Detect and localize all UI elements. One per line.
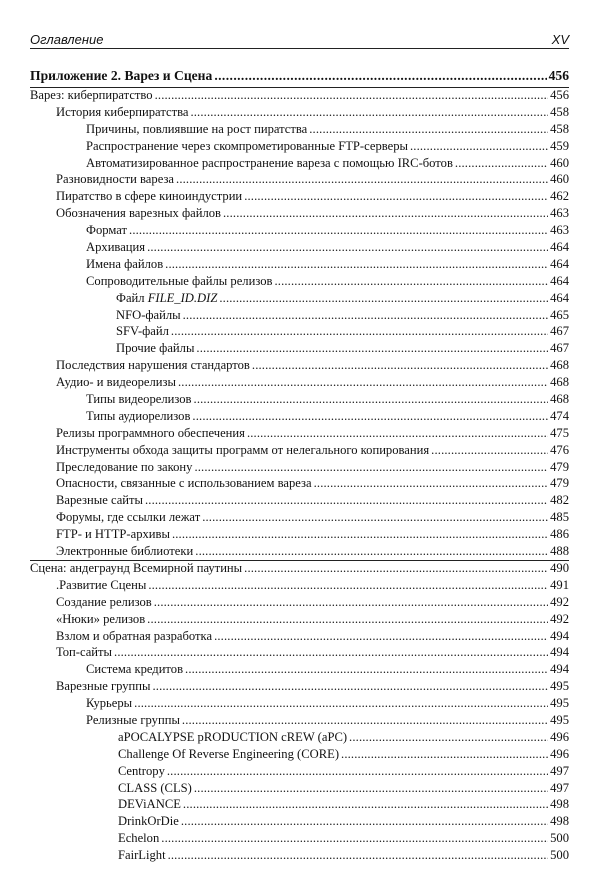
toc-entry-page: 479 — [550, 459, 569, 474]
toc-entry-title: Причины, повлиявшие на рост пиратства — [86, 121, 308, 136]
toc-entry-title: DrinkOrDie — [118, 814, 179, 829]
toc-entry-page: 500 — [550, 848, 569, 863]
toc-entry[interactable] — [30, 526, 569, 543]
dot-leader — [196, 340, 548, 357]
toc-entry-page: 495 — [550, 679, 569, 694]
toc-entry-page: 467 — [550, 341, 569, 356]
toc-entry-title: Архивация — [86, 240, 146, 255]
toc-entry-page: 492 — [550, 594, 569, 609]
header-page-number: XV — [551, 32, 569, 47]
toc-entry[interactable] — [30, 475, 569, 492]
toc-entry-page: 464 — [550, 240, 569, 255]
toc-entry[interactable] — [30, 459, 569, 476]
dot-leader — [183, 307, 548, 324]
toc-entry-title: Опасности, связанные с использованием вареза — [56, 476, 312, 491]
toc-entry[interactable] — [30, 813, 569, 830]
toc-entry-page: 456 — [548, 68, 569, 83]
running-header — [30, 30, 569, 49]
toc-entry-title: Электронные библиотеки — [56, 544, 194, 559]
toc-entry-page: 468 — [550, 375, 569, 390]
dot-leader — [202, 509, 548, 526]
dot-leader — [181, 813, 548, 830]
toc-entry[interactable] — [30, 847, 569, 864]
toc-entry-title: Взлом и обратная разработка — [56, 628, 213, 643]
toc-entry-title: Файл FILE_ID.DIZ — [116, 290, 218, 305]
toc-entry-page: 468 — [550, 358, 569, 373]
dot-leader — [165, 256, 548, 273]
dot-leader — [185, 661, 548, 678]
dot-leader — [195, 543, 548, 560]
toc-entry-page: 474 — [550, 408, 569, 423]
toc-entry-title: aPOCALYPSE pRODUCTION cREW (aPC) — [118, 729, 348, 744]
table-of-contents — [30, 66, 569, 864]
toc-entry-page: 500 — [550, 831, 569, 846]
toc-entry-title: Пиратство в сфере киноиндустрии — [56, 189, 243, 204]
toc-entry-title: Варезные сайты — [56, 493, 143, 508]
toc-entry[interactable] — [30, 492, 569, 509]
toc-entry[interactable] — [30, 188, 569, 205]
dot-leader — [178, 374, 548, 391]
toc-entry-title: «Нюки» релизов — [56, 611, 146, 626]
dot-leader — [244, 188, 548, 205]
dot-leader — [190, 104, 548, 121]
dot-leader — [155, 87, 549, 104]
toc-entry-page: 494 — [550, 645, 569, 660]
dot-leader — [145, 492, 548, 509]
toc-entry-title: Инструменты обхода защиты программ от нелегального копирования — [56, 442, 430, 457]
toc-entry-title: Последствия нарушения стандартов — [56, 358, 250, 373]
toc-entry[interactable] — [30, 560, 569, 577]
toc-entry[interactable] — [30, 611, 569, 628]
toc-entry-title: SFV-файл — [116, 324, 169, 339]
toc-entry-title: Echelon — [118, 831, 160, 846]
section-divider — [30, 87, 569, 88]
dot-leader — [194, 780, 548, 797]
dot-leader — [252, 357, 548, 374]
dot-leader — [182, 712, 548, 729]
dot-leader — [192, 408, 548, 425]
dot-leader — [214, 628, 548, 645]
toc-entry[interactable] — [30, 290, 569, 307]
toc-entry-title: Centropy — [118, 763, 165, 778]
dot-leader — [410, 138, 548, 155]
toc-entry-page: 486 — [550, 527, 569, 542]
toc-entry-page: 458 — [550, 121, 569, 136]
toc-entry[interactable] — [30, 763, 569, 780]
toc-entry-title: Приложение 2. Варез и Сцена — [30, 68, 213, 83]
toc-entry[interactable] — [30, 425, 569, 442]
dot-leader — [148, 577, 548, 594]
toc-entry-page: 475 — [550, 425, 569, 440]
toc-entry[interactable] — [30, 138, 569, 155]
toc-entry[interactable] — [30, 391, 569, 408]
toc-entry-page: 494 — [550, 628, 569, 643]
toc-entry-title: Система кредитов — [86, 662, 184, 677]
dot-leader — [147, 611, 548, 628]
dot-leader — [341, 746, 548, 763]
toc-entry[interactable] — [30, 780, 569, 797]
toc-entry[interactable] — [30, 66, 569, 86]
toc-entry-page: 463 — [550, 223, 569, 238]
toc-entry-page: 458 — [550, 104, 569, 119]
toc-entry-page: 495 — [550, 696, 569, 711]
toc-entry-title: FairLight — [118, 848, 166, 863]
toc-entry[interactable] — [30, 695, 569, 712]
dot-leader — [274, 273, 548, 290]
section-divider — [30, 560, 569, 561]
toc-entry-page: 464 — [550, 256, 569, 271]
toc-entry-page: 497 — [550, 763, 569, 778]
toc-entry-title: Варез: киберпиратство — [30, 88, 153, 102]
toc-entry-title: .Развитие Сцены — [56, 577, 147, 592]
dot-leader — [154, 594, 548, 611]
dot-leader — [214, 66, 546, 86]
toc-entry[interactable] — [30, 746, 569, 763]
toc-entry-title: Типы видеорелизов — [86, 392, 192, 407]
dot-leader — [247, 425, 548, 442]
toc-entry-title: Распространение через скомпрометированные FTP-серверы — [86, 138, 408, 153]
toc-entry-page: 464 — [550, 290, 569, 305]
toc-entry[interactable] — [30, 104, 569, 121]
toc-entry[interactable] — [30, 239, 569, 256]
dot-leader — [183, 796, 548, 813]
toc-entry-page: 496 — [550, 746, 569, 761]
toc-entry-title: Формат — [86, 223, 128, 238]
dot-leader — [455, 155, 548, 172]
toc-entry[interactable] — [30, 307, 569, 324]
dot-leader — [129, 222, 548, 239]
toc-entry[interactable] — [30, 661, 569, 678]
toc-entry-title: Прочие файлы — [116, 341, 195, 356]
toc-entry[interactable] — [30, 340, 569, 357]
dot-leader — [244, 560, 548, 577]
dot-leader — [194, 391, 549, 408]
dot-leader — [171, 323, 548, 340]
dot-leader — [349, 729, 548, 746]
toc-entry[interactable] — [30, 594, 569, 611]
toc-entry-page: 492 — [550, 611, 569, 626]
dot-leader — [219, 290, 548, 307]
toc-entry-page: 476 — [550, 442, 569, 457]
toc-entry[interactable] — [30, 712, 569, 729]
toc-entry-title: Создание релизов — [56, 594, 152, 609]
toc-entry-title: Аудио- и видеорелизы — [56, 375, 176, 390]
toc-entry-title: DEViANCE — [118, 797, 181, 812]
toc-entry[interactable] — [30, 87, 569, 104]
dot-leader — [147, 239, 548, 256]
toc-entry-page: 494 — [550, 662, 569, 677]
toc-entry[interactable] — [30, 205, 569, 222]
toc-entry[interactable] — [30, 121, 569, 138]
toc-entry[interactable] — [30, 374, 569, 391]
toc-entry-title: Релизные группы — [86, 712, 180, 727]
toc-entry-page: 468 — [550, 392, 569, 407]
dot-leader — [431, 442, 548, 459]
toc-entry-title: Курьеры — [86, 696, 133, 711]
toc-entry-title: Сопроводительные файлы релизов — [86, 273, 273, 288]
toc-entry-page: 496 — [550, 729, 569, 744]
toc-entry-title: Автоматизированное распространение вареза с помощью IRC-ботов — [86, 155, 453, 170]
toc-entry-title: Форумы, где ссылки лежат — [56, 510, 201, 525]
dot-leader — [172, 526, 548, 543]
toc-entry-page: 488 — [550, 544, 569, 559]
toc-entry-title: Преследование по закону — [56, 459, 193, 474]
toc-entry-page: 479 — [550, 476, 569, 491]
dot-leader — [114, 644, 548, 661]
toc-entry-page: 485 — [550, 510, 569, 525]
toc-entry-title: FTP- и HTTP-архивы — [56, 527, 170, 542]
toc-entry-page: 495 — [550, 712, 569, 727]
toc-entry-page: 456 — [550, 88, 569, 102]
toc-entry-page: 497 — [550, 780, 569, 795]
toc-entry-title: Типы аудиорелизов — [86, 408, 191, 423]
header-title: Оглавление — [30, 32, 104, 47]
toc-entry[interactable] — [30, 222, 569, 239]
toc-entry[interactable] — [30, 678, 569, 695]
toc-entry[interactable] — [30, 628, 569, 645]
dot-leader — [176, 171, 548, 188]
toc-entry-page: 498 — [550, 814, 569, 829]
toc-entry-title: Сцена: андеграунд Всемирной паутины — [30, 560, 243, 575]
toc-entry[interactable] — [30, 442, 569, 459]
toc-entry-page: 463 — [550, 206, 569, 221]
toc-entry[interactable] — [30, 577, 569, 594]
toc-entry-title: NFO-файлы — [116, 307, 181, 322]
toc-entry[interactable] — [30, 273, 569, 290]
dot-leader — [168, 847, 549, 864]
dot-leader — [194, 459, 548, 476]
dot-leader — [161, 830, 548, 847]
dot-leader — [134, 695, 548, 712]
toc-entry-page: 460 — [550, 155, 569, 170]
toc-entry-title: Challenge Of Reverse Engineering (CORE) — [118, 746, 340, 761]
toc-entry-page: 465 — [550, 307, 569, 322]
toc-entry[interactable] — [30, 509, 569, 526]
toc-entry-title: Релизы программного обеспечения — [56, 425, 245, 440]
dot-leader — [152, 678, 548, 695]
toc-entry-page: 467 — [550, 324, 569, 339]
toc-entry-page: 498 — [550, 797, 569, 812]
toc-entry-page: 459 — [550, 138, 569, 153]
toc-entry[interactable] — [30, 729, 569, 746]
toc-entry-page: 482 — [550, 493, 569, 508]
toc-entry[interactable] — [30, 155, 569, 172]
toc-entry[interactable] — [30, 171, 569, 188]
dot-leader — [309, 121, 548, 138]
toc-entry-page: 491 — [550, 577, 569, 592]
toc-entry-title: Обозначения варезных файлов — [56, 206, 221, 221]
toc-entry-title: Топ-сайты — [56, 645, 113, 660]
toc-entry-title: CLASS (CLS) — [118, 780, 192, 795]
toc-entry-title: История киберпиратства — [56, 104, 189, 119]
dot-leader — [314, 475, 549, 492]
dot-leader — [167, 763, 548, 780]
toc-entry[interactable] — [30, 357, 569, 374]
toc-entry[interactable] — [30, 796, 569, 813]
dot-leader — [223, 205, 548, 222]
toc-entry-title: Варезные группы — [56, 679, 151, 694]
toc-entry-title-italic: FILE_ID.DIZ — [147, 290, 218, 305]
toc-entry[interactable] — [30, 408, 569, 425]
toc-entry[interactable] — [30, 543, 569, 560]
toc-entry-page: 460 — [550, 172, 569, 187]
toc-entry[interactable] — [30, 644, 569, 661]
toc-entry-title: Разновидности вареза — [56, 172, 175, 187]
toc-entry[interactable] — [30, 256, 569, 273]
toc-entry-title: Имена файлов — [86, 256, 164, 271]
toc-entry-page: 490 — [550, 560, 569, 575]
toc-entry-page: 462 — [550, 189, 569, 204]
toc-entry-page: 464 — [550, 273, 569, 288]
toc-entry[interactable] — [30, 323, 569, 340]
toc-entry[interactable] — [30, 830, 569, 847]
